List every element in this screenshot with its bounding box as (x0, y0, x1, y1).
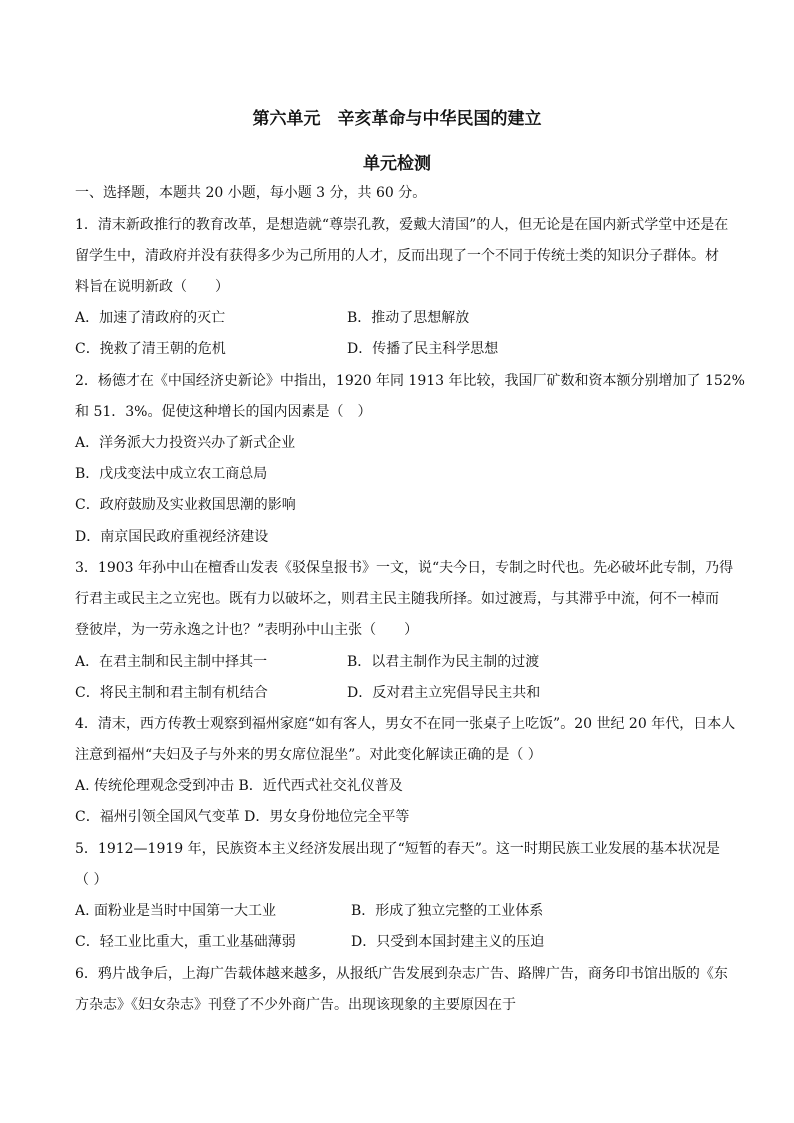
question-1-option-a: A．加速了清政府的灭亡 (75, 310, 226, 326)
question-5-option-c: C．轻工业比重大，重工业基础薄弱 (75, 934, 296, 950)
question-2-stem-line-1: 2．杨德才在《中国经济史新论》中指出，1920 年同 1913 年比较，我国厂矿数和资本额分别增加了 152% (75, 373, 745, 389)
question-5-stem-line-1: 5．1912—1919 年，民族资本主义经济发展出现了“短暂的春天”。这一时期民族工业发展的基本状况是 (75, 841, 720, 857)
question-3-stem-line-1: 3．1903 年孙中山在檀香山发表《驳保皇报书》一文，说“夫今日，专制之时代也。先必破坏此专制，乃得 (75, 560, 734, 576)
question-3-option-b: B．以君主制作为民主制的过渡 (347, 654, 540, 670)
question-1-option-c: C．挽救了清王朝的危机 (75, 341, 226, 357)
page-subtitle: 单元检测 (363, 154, 431, 174)
question-1-stem-line-3: 料旨在说明新政（ ） (75, 279, 229, 295)
question-3-option-d: D．反对君主立宪倡导民主共和 (347, 685, 541, 701)
question-1-option-b: B．推动了思想解放 (347, 310, 470, 326)
question-1-option-d: D．传播了民主科学思想 (347, 341, 499, 357)
question-5-option-a: A. 面粉业是当时中国第一大工业 (75, 903, 277, 919)
question-4-stem-line-1: 4．清末，西方传教士观察到福州家庭“如有客人，男女不在同一张桌子上吃饭”。20 世纪 20 年代，日本人 (75, 716, 736, 732)
question-3-stem-line-3: 登彼岸，为一劳永逸之计也？”表明孙中山主张（ ） (75, 622, 419, 638)
question-5-option-d: D．只受到本国封建主义的压迫 (351, 934, 545, 950)
question-6-stem-line-2: 方杂志》《妇女杂志》刊登了不少外商广告。出现该现象的主要原因在于 (75, 997, 516, 1013)
question-1-stem-line-2: 留学生中，清政府并没有获得多少为己所用的人才，反而出现了一个不同于传统士类的知识分子群体。材 (75, 248, 719, 264)
question-5-option-b: B．形成了独立完整的工业体系 (351, 903, 544, 919)
question-2-option-a: A．洋务派大力投资兴办了新式企业 (75, 435, 296, 451)
question-5-stem-line-2: （ ） (75, 872, 108, 888)
question-6-stem-line-1: 6．鸦片战争后，上海广告载体越来越多，从报纸广告发展到杂志广告、路牌广告，商务印书馆出版的《东 (75, 966, 728, 982)
question-4-options-cd: C．福州引领全国风气变革 D．男女身份地位完全平等 (75, 809, 410, 825)
question-1-stem-line-1: 1．清末新政推行的教育改革，是想造就“尊崇孔教，爱戴大清国”的人，但无论是在国内新式学堂中还是在 (75, 217, 729, 233)
section-header: 一、选择题，本题共 20 小题，每小题 3 分，共 60 分。 (75, 185, 427, 201)
question-3-option-a: A．在君主制和民主制中择其一 (75, 654, 268, 670)
question-2-option-d: D．南京国民政府重视经济建设 (75, 529, 269, 545)
question-2-option-c: C．政府鼓励及实业救国思潮的影响 (75, 497, 296, 513)
page-title: 第六单元 辛亥革命与中华民国的建立 (252, 109, 542, 129)
question-2-option-b: B．戊戌变法中成立农工商总局 (75, 466, 268, 482)
question-4-options-ab: A. 传统伦理观念受到冲击 B．近代西式社交礼仪普及 (75, 778, 403, 794)
question-3-option-c: C．将民主制和君主制有机结合 (75, 685, 268, 701)
question-4-stem-line-2: 注意到福州“夫妇及子与外来的男女席位混坐”。对此变化解读正确的是（ ） (75, 747, 542, 763)
question-3-stem-line-2: 行君主或民主之立宪也。既有力以破坏之，则君主民主随我所择。如过渡焉，与其滞乎中流，何不一棹而 (75, 591, 719, 607)
question-2-stem-line-2: 和 51．3%。促使这种增长的国内因素是（ ） (75, 404, 372, 420)
